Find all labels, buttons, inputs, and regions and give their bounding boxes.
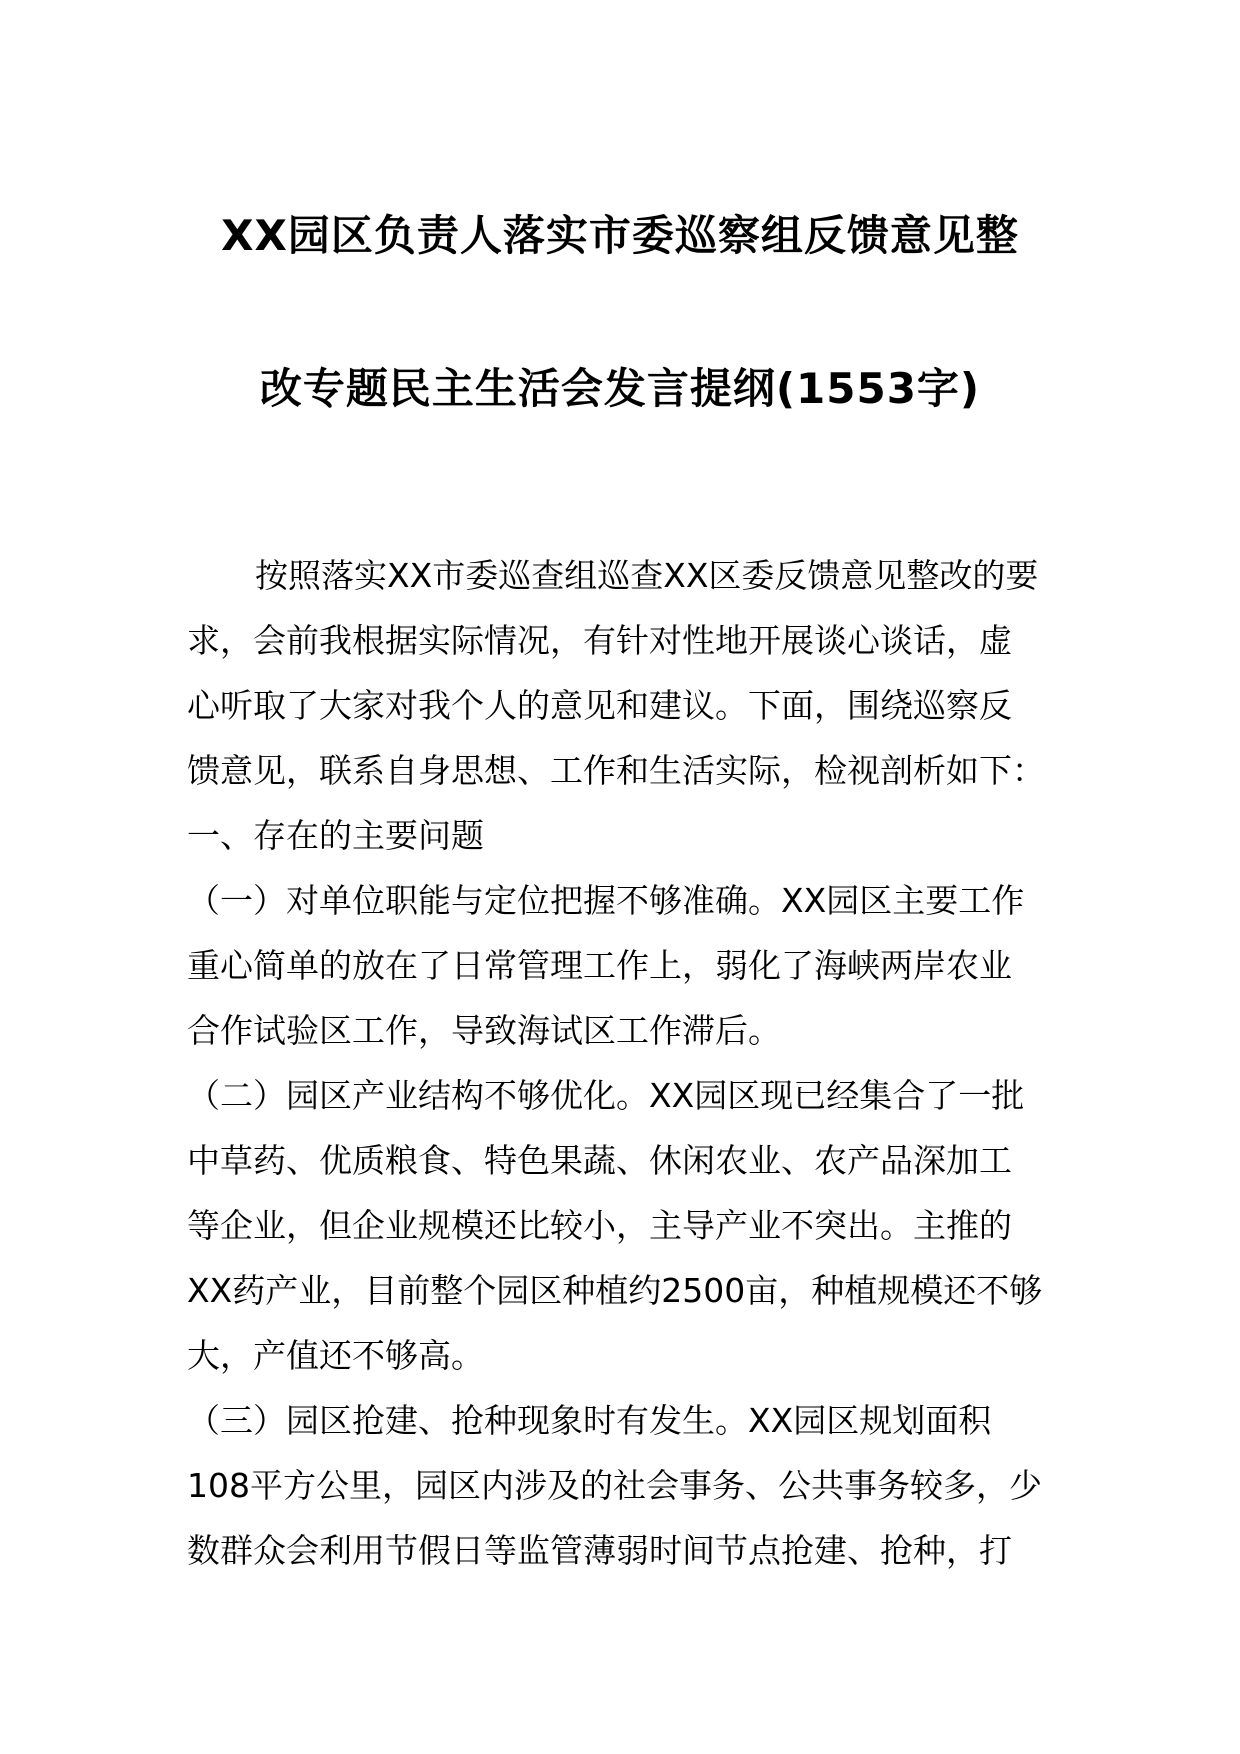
body-line: 等企业，但企业规模还比较小，主导产业不突出。主推的	[187, 1206, 1012, 1245]
body-line: 按照落实XX市委巡查组巡查XX区委反馈意见整改的要	[255, 556, 1039, 595]
body-line: 108平方公里，园区内涉及的社会事务、公共事务较多，少	[187, 1466, 1042, 1505]
body-line: （三）园区抢建、抢种现象时有发生。XX园区规划面积	[187, 1401, 992, 1440]
body-line: （一）对单位职能与定位把握不够准确。XX园区主要工作	[187, 881, 1025, 920]
body-line: 大，产值还不够高。	[187, 1336, 484, 1375]
body-line: XX药产业，目前整个园区种植约2500亩，种植规模还不够	[187, 1271, 1043, 1310]
body-line: 求，会前我根据实际情况，有针对性地开展谈心谈话，虚	[187, 621, 1012, 660]
body-line: 心听取了大家对我个人的意见和建议。下面，围绕巡察反	[187, 686, 1012, 725]
body-line: （二）园区产业结构不够优化。XX园区现已经集合了一批	[187, 1076, 1025, 1115]
document-title-line-2: 改专题民主生活会发言提纲(1553字)	[259, 364, 981, 413]
body-line: 馈意见，联系自身思想、工作和生活实际，检视剖析如下：	[187, 751, 1045, 790]
body-line: 数群众会利用节假日等监管薄弱时间节点抢建、抢种，打	[187, 1531, 1012, 1570]
body-line: 中草药、优质粮食、特色果蔬、休闲农业、农产品深加工	[187, 1141, 1012, 1180]
document-body	[187, 543, 1053, 1583]
body-line: 重心简单的放在了日常管理工作上，弱化了海峡两岸农业	[187, 946, 1012, 985]
document-title-line-1: XX园区负责人落实市委巡察组反馈意见整	[221, 211, 1019, 260]
body-line: 合作试验区工作，导致海试区工作滞后。	[187, 1011, 781, 1050]
section-heading: 一、存在的主要问题	[187, 816, 484, 855]
